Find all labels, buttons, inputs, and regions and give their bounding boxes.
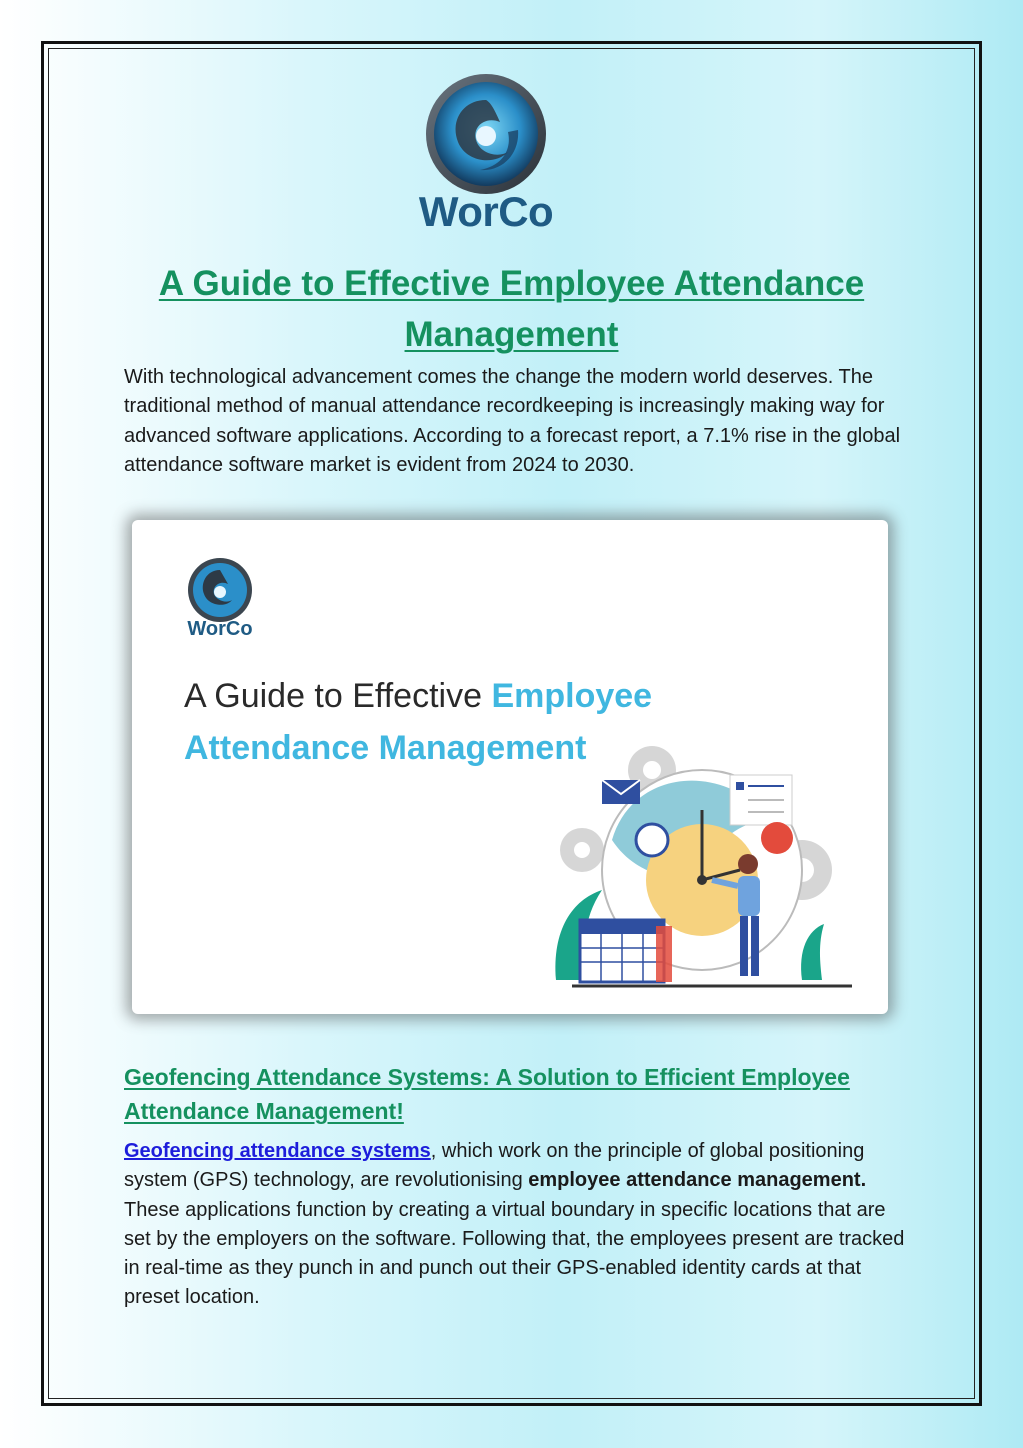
hero-title-plain: A Guide to Effective: [184, 677, 492, 715]
hero-image: [132, 520, 888, 1014]
hero-title-highlight-2: Attendance Management: [184, 729, 587, 767]
section-heading: Geofencing Attendance Systems: A Solution to Efficient Employee Attendance Management!: [124, 1064, 850, 1124]
intro-paragraph: With technological advancement comes the change the modern world deserves. The traditional method of manual attendance recordkeeping is increasingly making way for advanced software applications. According to a forecast report, a 7.1% rise in the global attendance software market is evident from 2024 to 2030.: [124, 366, 901, 476]
page-title: A Guide to Effective Employee Attendance Management: [158, 264, 865, 354]
section-bold-1: employee attendance management.: [528, 1169, 867, 1192]
section-text-2: These applications function by creating a virtual boundary in specific locations that are set by the employers on the software. Following that, the employees present are tracked in real-time as they punch in and punch out their GPS-enabled identity cards at that preset location.: [124, 1198, 905, 1309]
user-icon: [636, 824, 668, 856]
bell-icon: [761, 822, 793, 854]
hero-title-highlight-1: Employee: [491, 677, 653, 715]
attendance-illustration: [552, 730, 872, 1010]
geofencing-link[interactable]: Geofencing attendance systems: [124, 1140, 431, 1162]
section-paragraph: [124, 1137, 914, 1313]
brand-name: WorCo: [418, 188, 554, 235]
section-text-1: , which work on the principle of global positioning system (GPS) technology, are revolutionising: [124, 1140, 865, 1192]
hero-brand-name: WorCo: [187, 618, 253, 640]
